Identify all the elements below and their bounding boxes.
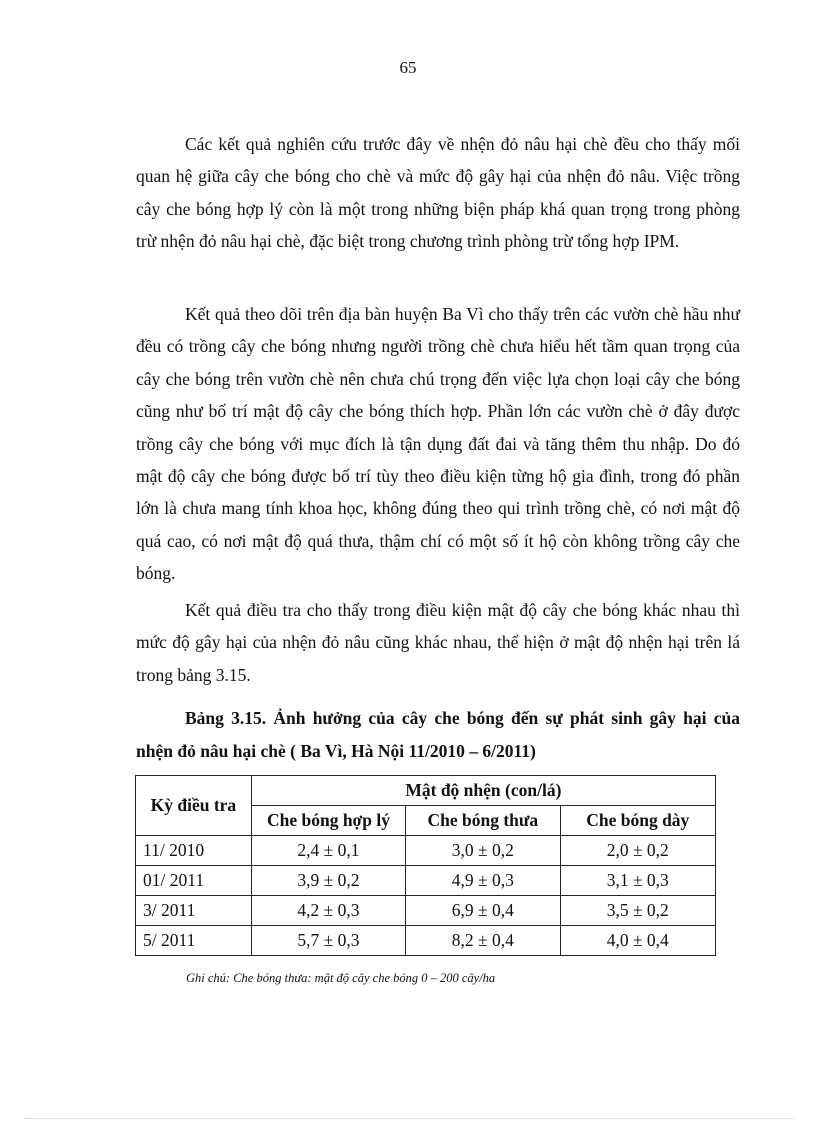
table-header-row <box>136 776 716 806</box>
cell-value: 3,1 ± 0,3 <box>560 866 715 896</box>
table-row <box>136 926 716 956</box>
row-period: 11/ 2010 <box>136 836 252 866</box>
table-row <box>136 896 716 926</box>
cell-value: 2,4 ± 0,1 <box>251 836 405 866</box>
table-caption: Bảng 3.15. Ảnh hưởng của cây che bóng đến sự phát sinh gây hại của nhện đỏ nâu hại chè ( Ba Vì, Hà Nội 11/2010 – 6/2011) <box>136 708 740 761</box>
header-density-group: Mật độ nhện (con/lá) <box>251 776 715 806</box>
spider-density-table <box>135 775 716 956</box>
cell-value: 3,9 ± 0,2 <box>251 866 405 896</box>
header-shade-sparse: Che bóng thưa <box>406 806 560 836</box>
table-row <box>136 836 716 866</box>
cell-value: 8,2 ± 0,4 <box>406 926 560 956</box>
row-period: 01/ 2011 <box>136 866 252 896</box>
cell-value: 4,0 ± 0,4 <box>560 926 715 956</box>
paragraph-2: Kết quả theo dõi trên địa bàn huyện Ba Vì cho thấy trên các vườn chè hầu như đều có trồng cây che bóng nhưng người trồng chè chưa hiểu hết tầm quan trọng của cây che bóng trên vườn chè nên chưa chú trọng đến việc lựa chọn loại cây che bóng cũng như bố trí mật độ cây che bóng thích hợp. Phần lớn các vườn chè ở đây được trồng cây che bóng với mục đích là tận dụng đất đai và tăng thêm thu nhập. Do đó mật độ cây che bóng được bố trí tùy theo điều kiện từng hộ gia đình, trong đó phần lớn là chưa mang tính khoa học, không đúng theo qui trình trồng chè, có nơi mật độ quá cao, có nơi mật độ quá thưa, thậm chí có một số ít hộ còn không trồng cây che bóng. <box>136 304 740 584</box>
paragraph-1: Các kết quả nghiên cứu trước đây về nhện đỏ nâu hại chè đều cho thấy mối quan hệ giữa cây che bóng cho chè và mức độ gây hại của nhện đỏ nâu. Việc trồng cây che bóng hợp lý còn là một trong những biện pháp khá quan trọng trong phòng trừ nhện đỏ nâu hại chè, đặc biệt trong chương trình phòng trừ tổng hợp IPM. <box>136 134 740 252</box>
header-shade-dense: Che bóng dày <box>560 806 715 836</box>
row-period: 5/ 2011 <box>136 926 252 956</box>
page-bottom-divider <box>24 1118 794 1119</box>
cell-value: 2,0 ± 0,2 <box>560 836 715 866</box>
row-period: 3/ 2011 <box>136 896 252 926</box>
cell-value: 5,7 ± 0,3 <box>251 926 405 956</box>
page-number: 65 <box>399 58 417 77</box>
cell-value: 6,9 ± 0,4 <box>406 896 560 926</box>
cell-value: 4,2 ± 0,3 <box>251 896 405 926</box>
header-period: Kỳ điều tra <box>136 776 252 836</box>
paragraph-3: Kết quả điều tra cho thấy trong điều kiện mật độ cây che bóng khác nhau thì mức độ gây hại của nhện đỏ nâu cũng khác nhau, thể hiện ở mật độ nhện hại trên lá trong bảng 3.15. <box>136 600 740 685</box>
cell-value: 4,9 ± 0,3 <box>406 866 560 896</box>
cell-value: 3,0 ± 0,2 <box>406 836 560 866</box>
table-note: Ghi chú: Che bóng thưa: mật độ cây che bóng 0 – 200 cây/ha <box>186 971 496 985</box>
table-row <box>136 866 716 896</box>
header-shade-optimal: Che bóng hợp lý <box>251 806 405 836</box>
cell-value: 3,5 ± 0,2 <box>560 896 715 926</box>
